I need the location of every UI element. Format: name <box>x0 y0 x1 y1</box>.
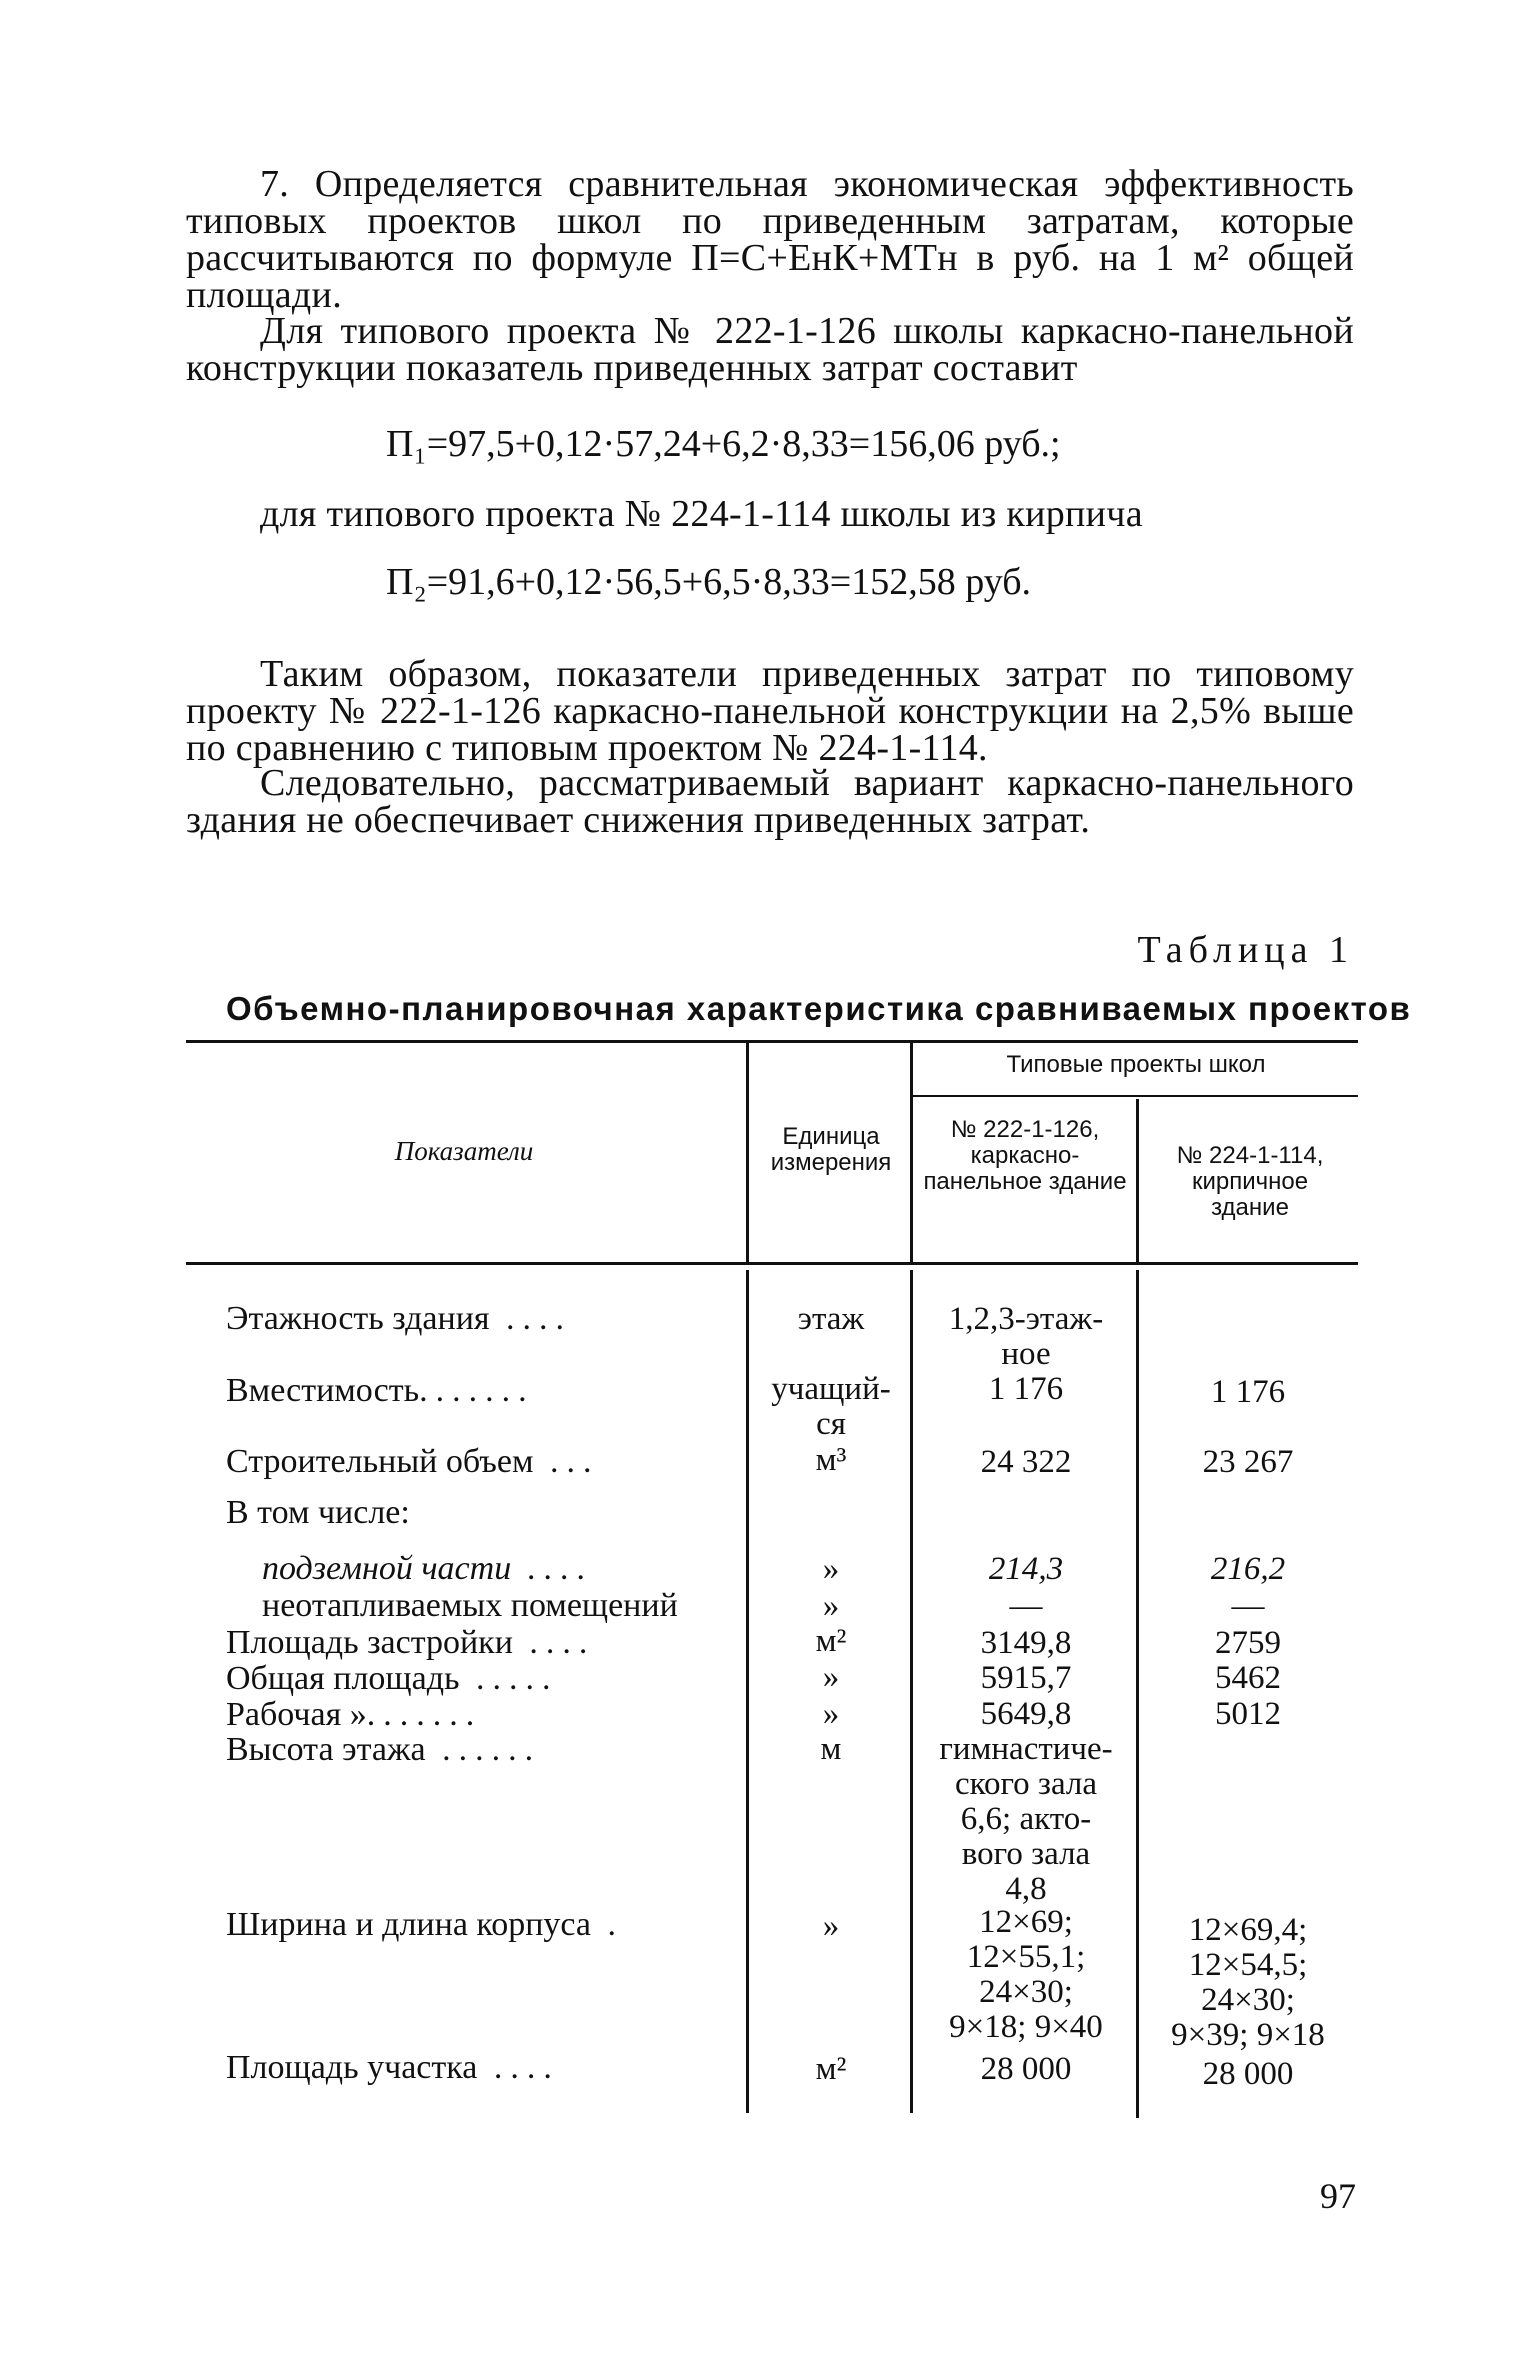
row-project-1: 1,2,3-этаж- ное <box>948 1301 1104 1372</box>
row-unit: » <box>822 1551 840 1587</box>
row-unit: » <box>822 1659 840 1695</box>
table-vrule-unit-header <box>746 1040 749 1262</box>
row-unit: м² <box>815 1623 847 1659</box>
formula-p2: П₂=91,6+0,12·56,5+6,5·8,33=152,58 руб. <box>386 561 1032 603</box>
row-project-2: 216,2 <box>1210 1551 1286 1587</box>
table-vrule-p1 <box>910 1270 913 2113</box>
table-label: Таблица 1 <box>1137 929 1354 971</box>
paragraph-consequence: Следовательно, рассматриваемый вариант каркасно-панельного здания не обеспечивает снижения приведенных затрат. <box>186 762 1354 841</box>
row-label: Общая площадь ..... <box>226 1660 559 1697</box>
table-title: Объемно-планировочная характеристика сравниваемых проектов <box>226 990 1412 1027</box>
row-project-2: 2759 <box>1215 1625 1281 1661</box>
table-header-rule <box>186 1262 1358 1265</box>
table-vrule-p1-header <box>910 1040 913 1262</box>
row-project-1: гимнастиче- ского зала 6,6; акто- вого зала 4,8 <box>939 1731 1113 1907</box>
row-unit: этаж <box>797 1301 865 1337</box>
row-project-1: 3149,8 <box>980 1625 1072 1661</box>
row-project-2: 23 267 <box>1202 1444 1294 1480</box>
row-label: Этажность здания .... <box>226 1300 573 1337</box>
row-unit: учащий- ся <box>771 1371 891 1442</box>
row-project-2: — <box>1231 1588 1265 1624</box>
row-project-1: — <box>1009 1588 1043 1624</box>
row-label: Ширина и длина корпуса . <box>226 1906 625 1943</box>
row-label: Высота этажа ...... <box>226 1731 542 1768</box>
row-project-2: 28 000 <box>1202 2056 1294 2092</box>
page-number: 97 <box>1320 2176 1356 2216</box>
table-vrule-p2-header <box>1136 1099 1139 1262</box>
header-unit: Единица измерения <box>770 1123 892 1176</box>
row-unit: » <box>822 1908 840 1944</box>
header-project-1: № 222-1-126, каркасно-панельное здание <box>923 1116 1127 1195</box>
table-vrule-unit <box>746 1270 749 2113</box>
row-label: Площадь участка .... <box>226 2049 560 2086</box>
header-project-2: № 224-1-114, кирпичное здание <box>1176 1142 1324 1221</box>
table-vrule-p2 <box>1136 1270 1139 2118</box>
row-project-2: 12×69,4; 12×54,5; 24×30; 9×39; 9×18 <box>1171 1912 1325 2053</box>
row-project-1: 5649,8 <box>980 1696 1072 1732</box>
row-label: В том числе: <box>226 1494 410 1531</box>
row-label: неотапливаемых помещений <box>262 1587 678 1624</box>
formula-p1: П₁=97,5+0,12·57,24+6,2·8,33=156,06 руб.; <box>386 423 1061 465</box>
row-project-1: 28 000 <box>980 2051 1072 2087</box>
row-unit: м² <box>815 2051 847 2087</box>
header-project-group: Типовые проекты школ <box>1006 1051 1266 1078</box>
row-unit: м <box>820 1731 842 1767</box>
row-project-2: 5462 <box>1215 1660 1281 1696</box>
row-label: Вместимость....... <box>226 1372 535 1409</box>
header-indicators: Показатели <box>394 1136 534 1166</box>
paragraph-conclusion: Таким образом, показатели приведенных затрат по типовому проекту № 222-1-126 каркасно-панельной конструкции на 2,5% выше по сравнению с типовым проектом № 224-1-114. <box>186 653 1354 769</box>
row-project-1: 1 176 <box>988 1371 1064 1407</box>
row-project-1: 214,3 <box>988 1551 1064 1587</box>
row-label: Площадь застройки .... <box>226 1624 596 1661</box>
row-label: Рабочая »....... <box>226 1696 483 1733</box>
paragraph-project-1: Для типового проекта № 222-1-126 школы каркасно-панельной конструкции показатель приведенных затрат составит <box>186 310 1354 389</box>
paragraph-7: 7. Определяется сравнительная экономическая эффективность типовых проектов школ по приведенным затратам, которые рассчитываются по формуле П=С+ЕнК+МТн в руб. на 1 м² общей площади. <box>186 163 1354 316</box>
row-label: подземной части .... <box>262 1550 594 1587</box>
row-unit: » <box>822 1588 840 1624</box>
row-project-1: 12×69; 12×55,1; 24×30; 9×18; 9×40 <box>949 1904 1103 2045</box>
table-top-rule <box>186 1040 1358 1043</box>
paragraph-project-2: для типового проекта № 224-1-114 школы из кирпича <box>260 493 1143 535</box>
row-project-1: 24 322 <box>980 1444 1072 1480</box>
row-label: Строительный объем ... <box>226 1443 600 1480</box>
table-group-rule <box>912 1095 1358 1097</box>
row-project-1: 5915,7 <box>980 1660 1072 1696</box>
row-unit: » <box>822 1696 840 1732</box>
row-project-2: 1 176 <box>1210 1374 1286 1410</box>
row-unit: м³ <box>815 1442 847 1478</box>
row-project-2: 5012 <box>1215 1696 1281 1732</box>
